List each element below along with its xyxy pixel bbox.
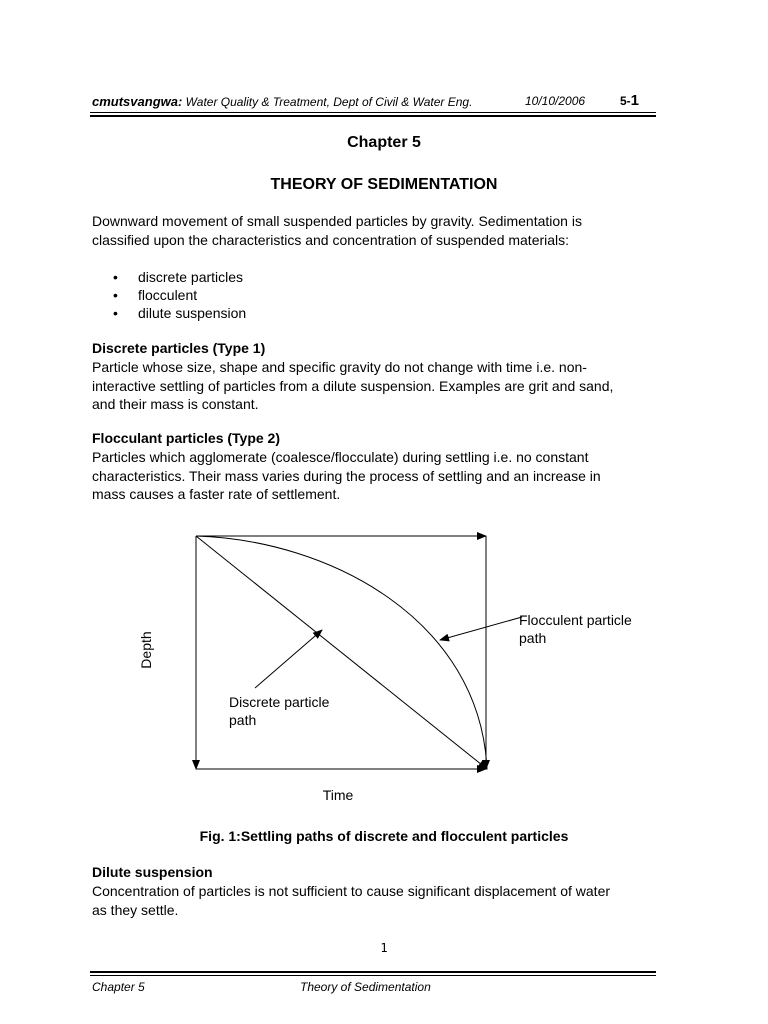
- dilute-line-2: as they settle.: [92, 901, 179, 918]
- time-label: Time: [322, 787, 354, 803]
- dilute-line-1: Concentration of particles is not sufficient to cause significant displacement of water: [92, 883, 611, 899]
- discrete-label-line-2: path: [229, 712, 257, 728]
- header-page-number: 1: [630, 92, 640, 109]
- discrete-line-3: and their mass is constant.: [92, 396, 259, 412]
- header-course: Water Quality & Treatment, Dept of Civil & Water Eng.: [185, 95, 473, 109]
- discrete-line-2: interactive settling of particles from a dilute suspension. Examples are grit and sand,: [92, 377, 614, 394]
- discrete-heading: Discrete particles (Type 1): [92, 340, 266, 356]
- footer-chapter: Chapter 5: [92, 980, 145, 994]
- list-item: • dilute suspension: [92, 304, 246, 322]
- page-number: 1: [380, 941, 388, 955]
- chapter-label: Chapter 5: [347, 134, 421, 151]
- flocculant-line-1: Particles which agglomerate (coalesce/flocculate) during settling i.e. no constant: [92, 449, 589, 465]
- dilute-paragraph: [92, 882, 682, 919]
- discrete-label-line-1: Discrete particle: [229, 694, 330, 710]
- flocculant-heading: Flocculant particles (Type 2): [92, 430, 281, 446]
- header-page-prefix: 5-: [620, 94, 631, 108]
- flocculent-pointer-arrow: [440, 617, 522, 640]
- depth-label: Depth: [138, 631, 154, 669]
- header-author: cmutsvangwa:: [92, 94, 183, 109]
- flocculant-line-2: characteristics. Their mass varies during the process of settling and an increase in: [92, 467, 601, 484]
- intro-line-1: Downward movement of small suspended particles by gravity. Sedimentation is: [92, 213, 582, 229]
- footer-rule-thin: [90, 975, 656, 976]
- discrete-line-1: Particle whose size, shape and specific gravity do not change with time i.e. non-: [92, 359, 587, 375]
- discrete-pointer-arrow: [255, 630, 322, 688]
- flocculent-label-line-2: path: [519, 630, 547, 646]
- dilute-heading: Dilute suspension: [92, 864, 213, 880]
- intro-line-2: classified upon the characteristics and concentration of suspended materials:: [92, 231, 570, 248]
- footer-title: Theory of Sedimentation: [300, 980, 431, 994]
- page-title: THEORY OF SEDIMENTATION: [270, 176, 498, 193]
- footer-rule-thick: [90, 971, 656, 973]
- list-item: • discrete particles: [92, 268, 246, 286]
- flocculent-label-line-1: Flocculent particle: [519, 612, 632, 628]
- figure-caption: Fig. 1:Settling paths of discrete and flocculent particles: [199, 828, 569, 844]
- flocculant-line-3: mass causes a faster rate of settlement.: [92, 486, 341, 502]
- header-date: 10/10/2006: [525, 94, 586, 108]
- list-item: • flocculent: [92, 286, 246, 304]
